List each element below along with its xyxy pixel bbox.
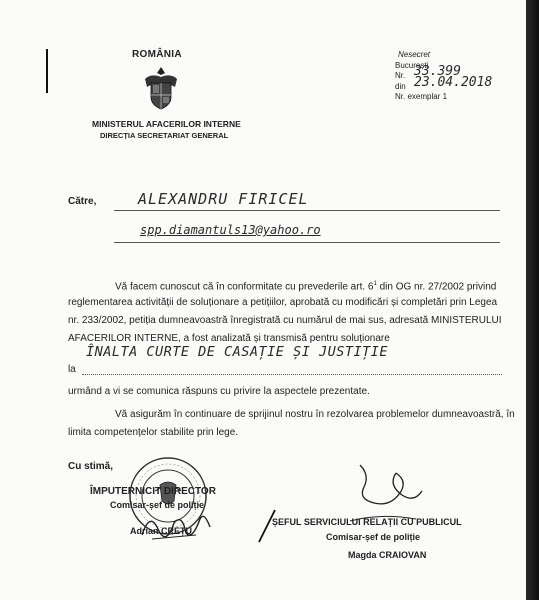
right-signature-icon xyxy=(330,455,430,525)
body-paragraph-2-line-1: Vă asigurăm în continuare de sprijinul nostru în rezolvarea problemelor dumneavoastră, în xyxy=(115,409,515,420)
classification-label: Nesecret xyxy=(398,50,431,59)
right-signatory-title: ȘEFUL SERVICIULUI RELAȚII CU PUBLICUL xyxy=(272,517,462,527)
coat-of-arms-icon xyxy=(141,65,181,113)
recipient-label: Către, xyxy=(68,196,97,207)
body-paragraph-1-line-2: reglementarea activității de soluționare a petițiilor, aprobată cu modificări și completări prin Legea xyxy=(68,297,498,308)
copy-number: Nr. exemplar 1 xyxy=(395,92,448,101)
right-signatory-rank: Comisar-șef de poliție xyxy=(326,532,421,542)
body-paragraph-2-line-2: limita competențelor stabilite prin lege. xyxy=(68,427,239,438)
page-edge-shadow xyxy=(526,0,539,600)
right-signatory-name: Magda CRAIOVAN xyxy=(348,550,427,560)
recipient-name-line xyxy=(114,210,500,211)
recipient-email-line xyxy=(114,242,500,243)
left-signature-icon xyxy=(138,505,214,545)
margin-pen-mark xyxy=(46,49,48,93)
body-paragraph-1-line-1: Vă facem cunoscut că în conformitate cu prevederile art. $6^1$ din OG nr. 27/2002 privind xyxy=(115,281,497,293)
body-paragraph-1-line-4: AFACERILOR INTERNE, a fost analizată și transmisă pentru soluționare xyxy=(68,333,390,344)
registration-number: 33.399 xyxy=(414,64,461,79)
recipient-name: ALEXANDRU FIRICEL xyxy=(138,190,309,208)
directorate-name: DIRECȚIA SECRETARIAT GENERAL xyxy=(100,131,229,140)
city-label: București xyxy=(395,61,429,70)
ministry-name: MINISTERUL AFACERILOR INTERNE xyxy=(92,119,241,129)
left-signatory-rank: Comisar-șef de poliție xyxy=(110,500,205,510)
recipient-email: spp.diamantuls13@yahoo.ro xyxy=(140,223,321,237)
closing-regards: Cu stimă, xyxy=(68,461,114,472)
registration-date: 23.04.2018 xyxy=(414,75,493,90)
body-paragraph-1-line-5-prefix: la xyxy=(68,364,76,375)
nr-label: Nr. xyxy=(395,71,406,80)
date-label: din xyxy=(395,82,406,91)
left-signatory-name: Adrian CREȚU xyxy=(130,526,193,536)
body-paragraph-1-line-3: nr. 233/2002, petiția dumneavoastră înregistrată cu numărul de mai sus, adresată MINISTERULUI xyxy=(68,315,502,326)
handwritten-destination: ÎNALTA CURTE DE CASAȚIE ȘI JUSTIȚIE xyxy=(86,344,388,360)
body-paragraph-1-line-6: urmând a vi se comunica răspuns cu privire la aspectele prezentate. xyxy=(68,386,370,397)
country-name: ROMÂNIA xyxy=(132,49,182,60)
left-signatory-title: ÎMPUTERNICIT DIRECTOR xyxy=(90,486,216,497)
destination-dotted-line xyxy=(82,374,502,376)
